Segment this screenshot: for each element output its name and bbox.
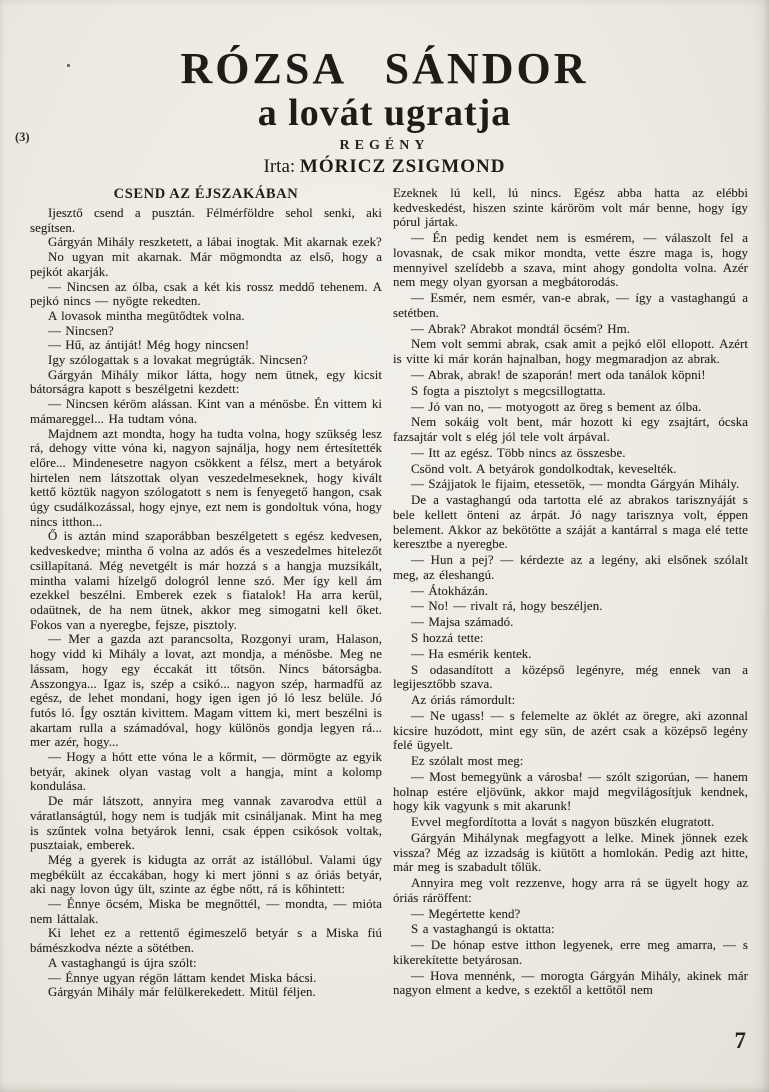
paragraph: — Hű, az ántiját! Még hogy nincsen! [48,338,250,353]
paragraph: — Nincsen az ólba, csak a két kis rossz meddő tehenem. A pejkó nincs — nyögte rekedten. [30,279,382,309]
paragraph: — Abrak? Abrakot mondtál öcsém? Hm. [411,321,630,336]
paragraph: Evvel megfordította a lovát s nagyon büszkén elugratott. [411,815,715,830]
right-column [393,186,748,1000]
byline-prefix: Irta: [263,156,296,177]
paragraph: — Énnye öcsém, Miska be megnőttél, — mondta, — mióta nem láttalak. [30,897,382,926]
paragraph: Gárgyán Mihály már felülkerekedett. Mitül féljen. [48,985,316,1000]
byline [0,156,769,178]
paragraph: Ő is aztán mind szaporábban beszélgetett s egész kedvesen, kedveskedve; mintha ő volna az adós és a veszedelmes hitelezőt csillapítaná. Még nevetgélt is már hozzá s a hangja muzsikált, mintha valami hízelgő dologról lenne szó. Mer így kell ám ezekkel beszélni. Emberek ezek s fiatalok! Ha arra kerül, odaütnek, de ha nem ütnek, akkor meg simogatni kell őket. Fokos van a nyeregbe, fejsze, pisztoly. [30,529,382,632]
paragraph: — Nincsen kéröm alássan. Kint van a ménösbe. Én vittem ki mámareggel... Ha tudtam vóna. [30,397,382,426]
paragraph: — Énnye ugyan régön láttam kendet Miska bácsi. [48,970,317,985]
paragraph: — Esmér, nem esmér, van-e abrak, — így a vastaghangú a setétben. [393,291,748,320]
paragraph: Gárgyán Mihály mikor látta, hogy nem ütnek, egy kicsit bátorságra kapott s beszélgetni kezdett: [30,367,382,397]
paragraph: — Abrak, abrak! de szaporán! mert oda tanálok köpni! [411,367,706,382]
page-number: 7 [734,1028,746,1053]
paragraph: De már látszott, annyira meg vannak zavarodva ettül a váratlanságtúl, hogy nem is tudják mit csináljanak. Mint ha meg is szűntek volna betyárok lenni, csak éppen csikósok voltak, pusztaiak, emberek. [30,794,382,853]
paragraph: — Szájjatok le fijaim, etessetök, — mondta Gárgyán Mihály. [411,477,740,492]
paragraph: S odasandított a középső legényre, még ennek van a legijesztőbb szava. [393,662,748,692]
paragraph: — Most bemegyünk a városba! — szólt szigorúan, — hanem holnap estére eljövünk, akkor majd megvilágosítjuk kendnek, hogy kik vagyunk s mit akarunk! [393,769,748,814]
paragraph: Ki lehet ez a rettentő égimeszelő betyár s a Miska fiú bámészkodva nézte a sötétben. [30,926,382,956]
paragraph: — Jó van no, — motyogott az öreg s bement az ólba. [411,399,702,414]
paragraph: Nem sokáig volt bent, már hozott ki egy zsajtárt, ócska fazsajtár volt s elég jól tele volt árpával. [393,415,748,444]
paragraph: Ezeknek lú kell, lú nincs. Egész abba hatta az elébbi kedveskedést, hiszen szinte káröröm volt már benne, hogy így pórul jártak. [393,186,748,230]
paragraph: S a vastaghangú is oktatta: [411,922,555,937]
paragraph: Ez szólalt most meg: [411,754,524,769]
paragraph: Az óriás rámordult: [411,693,516,708]
paragraph: — Itt az egész. Több nincs az összesbe. [411,445,626,460]
installment-number: (3) [15,130,30,144]
novel-title-line-2: a lovát ugratja [257,92,512,134]
paragraph: No ugyan mit akarnak. Már mögmondta az első, hogy a pejkót akarják. [30,250,382,279]
paragraph: De a vastaghangú oda tartotta elé az abrakos tarisznyáját s bele kellett önteni az árpát. Jó nagy tarisznya volt, éppen belement. Akkor az bekötötte a száját a kantárral s maga elé tette keresztbe a nyeregbe. [393,493,748,552]
scan-speck [67,64,70,67]
novel-title-line-1: RÓZSA SÁNDOR [180,44,589,93]
paragraph: — Én pedig kendet nem is esmérem, — válaszolt fel a lovasnak, de csak mikor mondta, vette észre maga is, hogy mennyivel szelídebb a szava, mint ahogy gondolta volna. Azér nem megy olyan gyorsan a megbátorodás. [393,231,748,290]
paragraph: — Átokházán. [411,583,488,598]
paragraph: Ijesztő csend a pusztán. Félmérföldre sehol senki, aki segítsen. [30,206,382,235]
paragraph: A vastaghangú is újra szólt: [48,955,197,970]
paragraph: S fogta a pisztolyt s megcsillogtatta. [411,383,606,398]
chapter-heading: CSEND AZ ÉJSZAKÁBAN [113,186,299,202]
paragraph: Gárgyán Mihálynak megfagyott a lelke. Minek jönnek ezek vissza? Még az izzadság is kiütött a homlokán. Pedig azt hitte, már meg is szabadult tőlük. [393,830,748,875]
paragraph: Igy szólogattak s a lovakat megrúgták. Nincsen? [48,353,308,368]
paragraph: — No! — rivalt rá, hogy beszéljen. [411,599,603,614]
paragraph: — De hónap estve itthon legyenek, erre meg amarra, — s kikerekítette betyárosan. [393,938,748,967]
paragraph: A lovasok mintha megütődtek volna. [48,308,245,323]
paragraph: — Megértette kend? [411,906,521,921]
paragraph: Még a gyerek is kidugta az orrát az istállóbul. Valami úgy megbékült az éccakában, hogy ki mert jönni s az óriás betyár, aki nagy lovon úgy ült, szinte az égbe nőtt, rá is kőhintett: [30,852,382,897]
paragraph: — Mer a gazda azt parancsolta, Rozgonyi uram, Halason, hogy vidd ki Mihály a lovat, azt mondja, a ménösbe. Meg ne lássam, hogy egy éccakát itt tőtsön. Nincs bátorságba. Asszongya... Igaz is, szép a csikó... nagyon szép, harmadfű az egész, de lehet mondani, hogy igen igen jó ló lesz belüle. Jó futós ló. Így osztán kivittem. Magam vittem ki, mert beszélni is akartam rulla a számadóval, hogy különös gondja legyen rá... mer azér, hogy... [30,632,382,750]
left-column [30,186,382,1000]
paragraph: Nem volt semmi abrak, csak amit a pejkó elől ellopott. Azért is vitte ki már korán hajnalban, hogy megmaradjon az abrak. [393,337,748,367]
paragraph: — Nincsen? [48,323,114,338]
paragraph: Majdnem azt mondta, hogy ha tudta volna, hogy szükség lesz rá, dehogy vitte vóna ki, nagyon sajnálja, hogy nem értesítették előre... Mindenesetre nagyon csökkent a félsz, mert a betyárok hirtelen nem látszottak olyan veszedelmeseknek, hogy kivált kettő köztük nagyon szólogatott s nem is fenyegető hangon, csak úgy csudálkozással, hogy ejnye, ezt nem is gondoltuk vóna, hogy nincs itthon... [30,426,382,529]
paragraph: — Hun a pej? — kérdezte az a legény, aki elsőnek szólalt meg, az éleshangú. [393,553,748,582]
paragraph: S hozzá tette: [411,630,484,645]
author-name: MÓRICZ ZSIGMOND [299,156,506,177]
paragraph: — Ne ugass! — s felemelte az öklét az öregre, aki azonnal kicsire huzódott, mint egy sün, de azért csak a középső legény felé ügyelt. [393,708,748,753]
paragraph: Annyira meg volt rezzenve, hogy arra rá se ügyelt hogy az óriás ráröffent: [393,876,748,905]
masthead [0,0,769,178]
paragraph: — Ha esmérik kentek. [411,646,532,661]
text-columns [30,186,748,1000]
paragraph: — Majsa számadó. [411,615,514,630]
paragraph: — Hova mennénk, — morogta Gárgyán Mihály, akinek már nagyon elment a kedve, s ezektől a kettőtől nem [393,968,748,998]
paragraph: — Hogy a hótt ette vóna le a kőrmit, — dörmögte az egyik betyár, akinek olyan vastag volt a hangja, mint a kolomp kondulása. [30,750,382,794]
genre-label: REGÉNY [339,138,430,153]
paragraph: Csönd volt. A betyárok gondolkodtak, keveselték. [411,461,677,476]
paragraph: Gárgyán Mihály reszketett, a lábai inogtak. Mit akarnak ezek? [48,235,382,250]
